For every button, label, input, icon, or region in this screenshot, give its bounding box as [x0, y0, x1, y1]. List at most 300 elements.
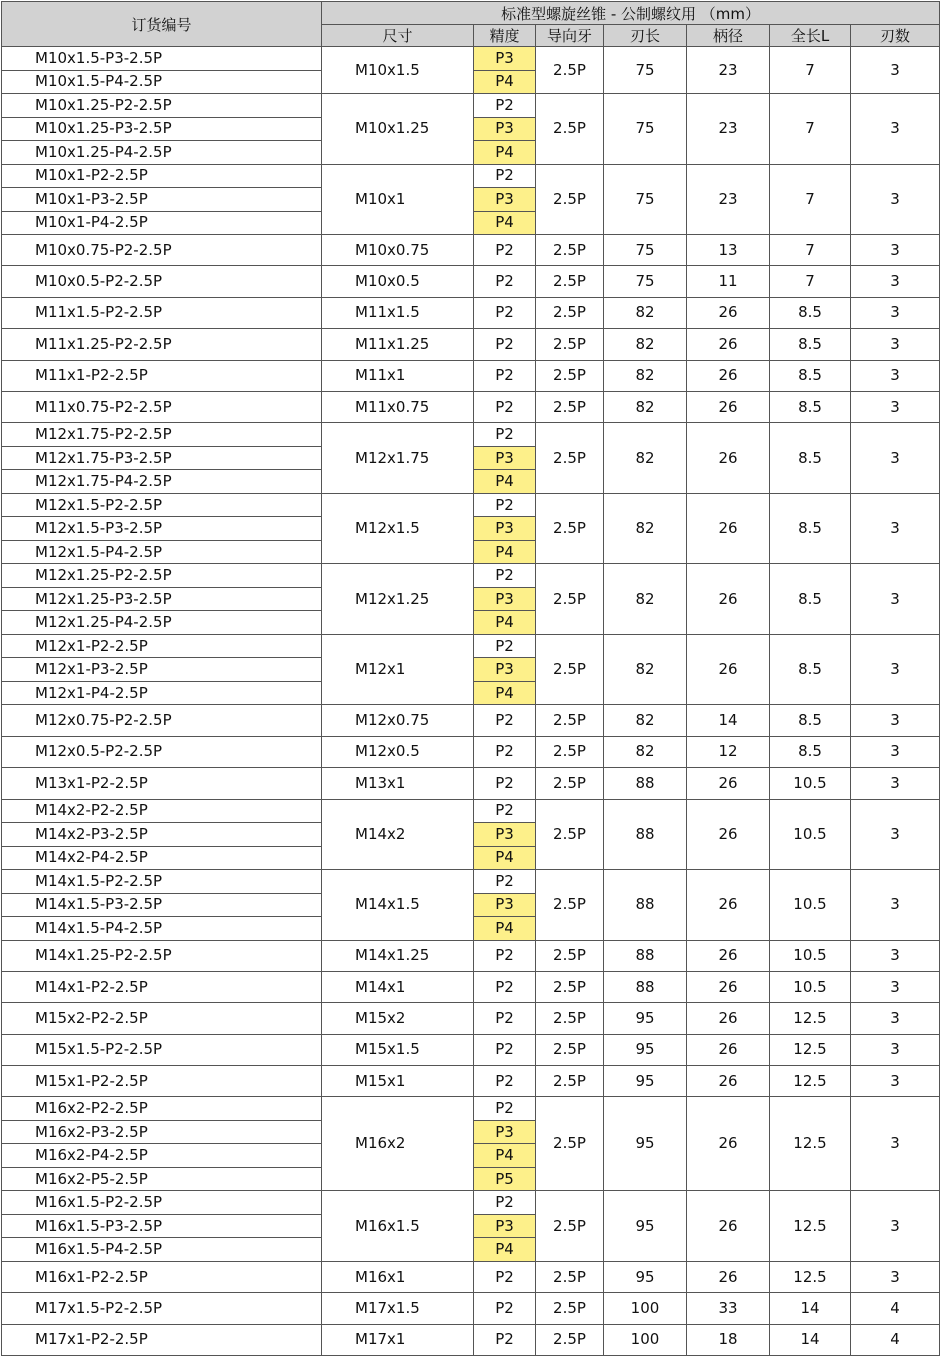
- overall-length-cell: 8.5: [770, 329, 851, 360]
- table-row: [2, 360, 940, 391]
- table-row: [2, 564, 940, 588]
- shank-diameter-cell: 26: [687, 1191, 770, 1262]
- size-cell: M10x1.5: [322, 47, 474, 94]
- precision-cell: P2: [474, 423, 536, 447]
- size-cell: M15x1.5: [322, 1034, 474, 1065]
- precision-cell: P4: [474, 70, 536, 94]
- table-row: [2, 799, 940, 823]
- guide-cell: 2.5P: [536, 1003, 604, 1034]
- order-number-cell: M17x1.5-P2-2.5P: [2, 1293, 322, 1324]
- shank-diameter-cell: 26: [687, 1261, 770, 1292]
- overall-length-cell: 7: [770, 164, 851, 235]
- shank-diameter-header: 柄径: [687, 25, 770, 47]
- flutes-cell: 3: [851, 391, 940, 422]
- guide-cell: 2.5P: [536, 1261, 604, 1292]
- blade-length-cell: 100: [604, 1293, 687, 1324]
- table-row: [2, 1324, 940, 1355]
- size-cell: M12x1: [322, 634, 474, 705]
- overall-length-cell: 8.5: [770, 705, 851, 736]
- table-row: [2, 94, 940, 118]
- precision-cell: P4: [474, 540, 536, 564]
- guide-header: 导向牙: [536, 25, 604, 47]
- blade-length-cell: 82: [604, 391, 687, 422]
- overall-length-cell: 8.5: [770, 564, 851, 635]
- size-cell: M15x2: [322, 1003, 474, 1034]
- shank-diameter-cell: 26: [687, 329, 770, 360]
- precision-cell: P3: [474, 47, 536, 71]
- blade-length-header: 刃长: [604, 25, 687, 47]
- overall-length-cell: 14: [770, 1324, 851, 1355]
- order-no-header: 订货编号: [2, 2, 322, 47]
- order-number-cell: M10x1.5-P4-2.5P: [2, 70, 322, 94]
- blade-length-cell: 88: [604, 768, 687, 799]
- table-row: [2, 768, 940, 799]
- overall-length-cell: 7: [770, 235, 851, 266]
- guide-cell: 2.5P: [536, 423, 604, 494]
- flutes-cell: 3: [851, 634, 940, 705]
- precision-cell: P2: [474, 164, 536, 188]
- precision-cell: P2: [474, 1097, 536, 1121]
- table-row: [2, 1034, 940, 1065]
- precision-cell: P4: [474, 141, 536, 165]
- size-cell: M14x1.5: [322, 870, 474, 941]
- size-cell: M16x1: [322, 1261, 474, 1292]
- overall-length-cell: 8.5: [770, 360, 851, 391]
- blade-length-cell: 95: [604, 1034, 687, 1065]
- order-number-cell: M14x2-P2-2.5P: [2, 799, 322, 823]
- flutes-cell: 3: [851, 493, 940, 564]
- precision-cell: P4: [474, 1144, 536, 1168]
- order-number-cell: M12x1.5-P4-2.5P: [2, 540, 322, 564]
- order-number-cell: M14x1-P2-2.5P: [2, 971, 322, 1002]
- shank-diameter-cell: 26: [687, 493, 770, 564]
- precision-cell: P2: [474, 493, 536, 517]
- shank-diameter-cell: 26: [687, 297, 770, 328]
- overall-length-cell: 8.5: [770, 634, 851, 705]
- overall-length-cell: 14: [770, 1293, 851, 1324]
- precision-cell: P2: [474, 870, 536, 894]
- overall-length-cell: 8.5: [770, 297, 851, 328]
- precision-cell: P4: [474, 846, 536, 870]
- guide-cell: 2.5P: [536, 705, 604, 736]
- guide-cell: 2.5P: [536, 1066, 604, 1097]
- order-number-cell: M13x1-P2-2.5P: [2, 768, 322, 799]
- size-cell: M12x0.5: [322, 736, 474, 767]
- order-number-cell: M12x1.5-P2-2.5P: [2, 493, 322, 517]
- shank-diameter-cell: 26: [687, 1034, 770, 1065]
- blade-length-cell: 75: [604, 266, 687, 297]
- group-title-header: 标准型螺旋丝锥 - 公制螺纹用 （mm）: [322, 2, 940, 25]
- blade-length-cell: 75: [604, 94, 687, 165]
- order-number-cell: M12x0.75-P2-2.5P: [2, 705, 322, 736]
- order-number-cell: M10x0.5-P2-2.5P: [2, 266, 322, 297]
- order-number-cell: M16x1-P2-2.5P: [2, 1261, 322, 1292]
- size-header: 尺寸: [322, 25, 474, 47]
- order-number-cell: M16x1.5-P3-2.5P: [2, 1214, 322, 1238]
- flutes-cell: 3: [851, 940, 940, 971]
- size-cell: M12x1.75: [322, 423, 474, 494]
- flutes-cell: 3: [851, 94, 940, 165]
- order-number-cell: M10x1.25-P4-2.5P: [2, 141, 322, 165]
- size-cell: M14x2: [322, 799, 474, 870]
- precision-cell: P3: [474, 117, 536, 141]
- precision-cell: P4: [474, 611, 536, 635]
- precision-cell: P3: [474, 587, 536, 611]
- precision-cell: P3: [474, 1120, 536, 1144]
- precision-cell: P4: [474, 681, 536, 705]
- precision-cell: P3: [474, 823, 536, 847]
- table-row: [2, 297, 940, 328]
- order-number-cell: M12x1.75-P4-2.5P: [2, 470, 322, 494]
- blade-length-cell: 75: [604, 164, 687, 235]
- overall-length-cell: 10.5: [770, 768, 851, 799]
- order-number-cell: M14x1.5-P2-2.5P: [2, 870, 322, 894]
- guide-cell: 2.5P: [536, 1191, 604, 1262]
- blade-length-cell: 95: [604, 1097, 687, 1191]
- guide-cell: 2.5P: [536, 736, 604, 767]
- table-row: [2, 164, 940, 188]
- order-number-cell: M12x1.5-P3-2.5P: [2, 517, 322, 541]
- precision-cell: P2: [474, 1261, 536, 1292]
- order-number-cell: M14x2-P3-2.5P: [2, 823, 322, 847]
- precision-cell: P3: [474, 893, 536, 917]
- table-row: [2, 1191, 940, 1215]
- table-row: [2, 391, 940, 422]
- overall-length-header: 全长L: [770, 25, 851, 47]
- size-cell: M17x1: [322, 1324, 474, 1355]
- flutes-cell: 3: [851, 1097, 940, 1191]
- overall-length-cell: 10.5: [770, 870, 851, 941]
- table-row: [2, 266, 940, 297]
- size-cell: M15x1: [322, 1066, 474, 1097]
- size-cell: M14x1.25: [322, 940, 474, 971]
- blade-length-cell: 82: [604, 564, 687, 635]
- overall-length-cell: 7: [770, 47, 851, 94]
- blade-length-cell: 75: [604, 47, 687, 94]
- guide-cell: 2.5P: [536, 297, 604, 328]
- blade-length-cell: 82: [604, 297, 687, 328]
- order-number-cell: M14x1.25-P2-2.5P: [2, 940, 322, 971]
- flutes-cell: 3: [851, 423, 940, 494]
- guide-cell: 2.5P: [536, 870, 604, 941]
- precision-cell: P5: [474, 1167, 536, 1191]
- order-number-cell: M10x1.25-P2-2.5P: [2, 94, 322, 118]
- shank-diameter-cell: 33: [687, 1293, 770, 1324]
- table-row: [2, 634, 940, 658]
- order-number-cell: M12x1.75-P3-2.5P: [2, 446, 322, 470]
- precision-cell: P3: [474, 658, 536, 682]
- blade-length-cell: 95: [604, 1066, 687, 1097]
- guide-cell: 2.5P: [536, 94, 604, 165]
- table-row: [2, 493, 940, 517]
- table-header: [2, 2, 940, 47]
- size-cell: M12x1.25: [322, 564, 474, 635]
- overall-length-cell: 10.5: [770, 940, 851, 971]
- guide-cell: 2.5P: [536, 47, 604, 94]
- flutes-cell: 3: [851, 736, 940, 767]
- precision-cell: P4: [474, 470, 536, 494]
- table-body: [2, 47, 940, 1356]
- blade-length-cell: 95: [604, 1261, 687, 1292]
- guide-cell: 2.5P: [536, 1324, 604, 1355]
- precision-cell: P2: [474, 360, 536, 391]
- precision-cell: P2: [474, 235, 536, 266]
- order-number-cell: M16x1.5-P2-2.5P: [2, 1191, 322, 1215]
- order-number-cell: M11x1-P2-2.5P: [2, 360, 322, 391]
- blade-length-cell: 88: [604, 799, 687, 870]
- order-number-cell: M14x1.5-P4-2.5P: [2, 917, 322, 941]
- blade-length-cell: 95: [604, 1003, 687, 1034]
- precision-cell: P2: [474, 799, 536, 823]
- flutes-cell: 3: [851, 266, 940, 297]
- shank-diameter-cell: 26: [687, 423, 770, 494]
- blade-length-cell: 82: [604, 360, 687, 391]
- precision-cell: P2: [474, 1191, 536, 1215]
- precision-cell: P2: [474, 94, 536, 118]
- overall-length-cell: 12.5: [770, 1191, 851, 1262]
- shank-diameter-cell: 26: [687, 1097, 770, 1191]
- size-cell: M10x0.5: [322, 266, 474, 297]
- blade-length-cell: 88: [604, 870, 687, 941]
- guide-cell: 2.5P: [536, 1293, 604, 1324]
- size-cell: M10x1: [322, 164, 474, 235]
- table-row: [2, 329, 940, 360]
- blade-length-cell: 95: [604, 1191, 687, 1262]
- overall-length-cell: 8.5: [770, 736, 851, 767]
- guide-cell: 2.5P: [536, 799, 604, 870]
- order-number-cell: M16x2-P4-2.5P: [2, 1144, 322, 1168]
- order-number-cell: M15x2-P2-2.5P: [2, 1003, 322, 1034]
- guide-cell: 2.5P: [536, 164, 604, 235]
- guide-cell: 2.5P: [536, 266, 604, 297]
- order-number-cell: M10x1-P3-2.5P: [2, 188, 322, 212]
- flutes-header: 刃数: [851, 25, 940, 47]
- blade-length-cell: 82: [604, 329, 687, 360]
- flutes-cell: 4: [851, 1324, 940, 1355]
- precision-cell: P3: [474, 1214, 536, 1238]
- order-number-cell: M10x1-P4-2.5P: [2, 211, 322, 235]
- guide-cell: 2.5P: [536, 634, 604, 705]
- size-cell: M11x1: [322, 360, 474, 391]
- order-number-cell: M17x1-P2-2.5P: [2, 1324, 322, 1355]
- precision-cell: P2: [474, 768, 536, 799]
- order-number-cell: M10x1.25-P3-2.5P: [2, 117, 322, 141]
- size-cell: M12x0.75: [322, 705, 474, 736]
- order-number-cell: M12x1-P4-2.5P: [2, 681, 322, 705]
- order-number-cell: M11x1.5-P2-2.5P: [2, 297, 322, 328]
- order-number-cell: M14x1.5-P3-2.5P: [2, 893, 322, 917]
- shank-diameter-cell: 26: [687, 360, 770, 391]
- shank-diameter-cell: 26: [687, 391, 770, 422]
- order-number-cell: M16x2-P2-2.5P: [2, 1097, 322, 1121]
- shank-diameter-cell: 26: [687, 634, 770, 705]
- order-number-cell: M10x1-P2-2.5P: [2, 164, 322, 188]
- guide-cell: 2.5P: [536, 235, 604, 266]
- guide-cell: 2.5P: [536, 391, 604, 422]
- flutes-cell: 3: [851, 1034, 940, 1065]
- precision-cell: P4: [474, 917, 536, 941]
- precision-cell: P2: [474, 1293, 536, 1324]
- order-number-cell: M16x2-P5-2.5P: [2, 1167, 322, 1191]
- precision-cell: P2: [474, 736, 536, 767]
- shank-diameter-cell: 23: [687, 94, 770, 165]
- order-number-cell: M15x1.5-P2-2.5P: [2, 1034, 322, 1065]
- order-number-cell: M11x0.75-P2-2.5P: [2, 391, 322, 422]
- size-cell: M14x1: [322, 971, 474, 1002]
- overall-length-cell: 12.5: [770, 1066, 851, 1097]
- flutes-cell: 3: [851, 329, 940, 360]
- guide-cell: 2.5P: [536, 564, 604, 635]
- flutes-cell: 3: [851, 799, 940, 870]
- table-row: [2, 1003, 940, 1034]
- blade-length-cell: 82: [604, 423, 687, 494]
- shank-diameter-cell: 26: [687, 799, 770, 870]
- table-row: [2, 705, 940, 736]
- precision-cell: P2: [474, 297, 536, 328]
- flutes-cell: 3: [851, 360, 940, 391]
- table-row: [2, 1293, 940, 1324]
- flutes-cell: 3: [851, 705, 940, 736]
- precision-cell: P2: [474, 1034, 536, 1065]
- order-number-cell: M16x2-P3-2.5P: [2, 1120, 322, 1144]
- flutes-cell: 3: [851, 1066, 940, 1097]
- table-row: [2, 870, 940, 894]
- order-number-cell: M12x1-P2-2.5P: [2, 634, 322, 658]
- table-row: [2, 423, 940, 447]
- guide-cell: 2.5P: [536, 1034, 604, 1065]
- order-number-cell: M12x1.25-P2-2.5P: [2, 564, 322, 588]
- overall-length-cell: 12.5: [770, 1003, 851, 1034]
- size-cell: M16x1.5: [322, 1191, 474, 1262]
- blade-length-cell: 82: [604, 634, 687, 705]
- blade-length-cell: 88: [604, 971, 687, 1002]
- shank-diameter-cell: 13: [687, 235, 770, 266]
- precision-cell: P2: [474, 940, 536, 971]
- order-number-cell: M12x1-P3-2.5P: [2, 658, 322, 682]
- precision-cell: P3: [474, 517, 536, 541]
- precision-cell: P2: [474, 564, 536, 588]
- guide-cell: 2.5P: [536, 329, 604, 360]
- precision-cell: P2: [474, 705, 536, 736]
- overall-length-cell: 8.5: [770, 423, 851, 494]
- size-cell: M16x2: [322, 1097, 474, 1191]
- shank-diameter-cell: 23: [687, 164, 770, 235]
- flutes-cell: 3: [851, 235, 940, 266]
- overall-length-cell: 12.5: [770, 1261, 851, 1292]
- shank-diameter-cell: 26: [687, 971, 770, 1002]
- shank-diameter-cell: 23: [687, 47, 770, 94]
- order-number-cell: M10x0.75-P2-2.5P: [2, 235, 322, 266]
- order-number-cell: M16x1.5-P4-2.5P: [2, 1238, 322, 1262]
- precision-cell: P4: [474, 211, 536, 235]
- precision-cell: P3: [474, 188, 536, 212]
- size-cell: M13x1: [322, 768, 474, 799]
- precision-cell: P2: [474, 634, 536, 658]
- shank-diameter-cell: 11: [687, 266, 770, 297]
- overall-length-cell: 12.5: [770, 1097, 851, 1191]
- flutes-cell: 3: [851, 971, 940, 1002]
- order-number-cell: M10x1.5-P3-2.5P: [2, 47, 322, 71]
- flutes-cell: 3: [851, 1003, 940, 1034]
- table-row: [2, 940, 940, 971]
- overall-length-cell: 12.5: [770, 1034, 851, 1065]
- shank-diameter-cell: 26: [687, 564, 770, 635]
- precision-cell: P2: [474, 1066, 536, 1097]
- flutes-cell: 3: [851, 870, 940, 941]
- shank-diameter-cell: 26: [687, 940, 770, 971]
- overall-length-cell: 7: [770, 94, 851, 165]
- precision-cell: P2: [474, 1324, 536, 1355]
- shank-diameter-cell: 26: [687, 1003, 770, 1034]
- size-cell: M10x1.25: [322, 94, 474, 165]
- flutes-cell: 3: [851, 164, 940, 235]
- blade-length-cell: 82: [604, 493, 687, 564]
- precision-cell: P2: [474, 391, 536, 422]
- overall-length-cell: 10.5: [770, 799, 851, 870]
- precision-cell: P2: [474, 971, 536, 1002]
- overall-length-cell: 8.5: [770, 493, 851, 564]
- guide-cell: 2.5P: [536, 1097, 604, 1191]
- flutes-cell: 3: [851, 1261, 940, 1292]
- blade-length-cell: 88: [604, 940, 687, 971]
- overall-length-cell: 8.5: [770, 391, 851, 422]
- flutes-cell: 3: [851, 768, 940, 799]
- size-cell: M11x1.5: [322, 297, 474, 328]
- guide-cell: 2.5P: [536, 940, 604, 971]
- spec-table: [1, 1, 940, 1356]
- guide-cell: 2.5P: [536, 768, 604, 799]
- guide-cell: 2.5P: [536, 493, 604, 564]
- shank-diameter-cell: 26: [687, 768, 770, 799]
- size-cell: M11x1.25: [322, 329, 474, 360]
- precision-cell: P3: [474, 446, 536, 470]
- shank-diameter-cell: 18: [687, 1324, 770, 1355]
- blade-length-cell: 82: [604, 705, 687, 736]
- precision-header: 精度: [474, 25, 536, 47]
- precision-cell: P2: [474, 266, 536, 297]
- flutes-cell: 3: [851, 1191, 940, 1262]
- shank-diameter-cell: 26: [687, 870, 770, 941]
- table-row: [2, 235, 940, 266]
- guide-cell: 2.5P: [536, 360, 604, 391]
- order-number-cell: M12x0.5-P2-2.5P: [2, 736, 322, 767]
- table-row: [2, 736, 940, 767]
- flutes-cell: 3: [851, 47, 940, 94]
- order-number-cell: M11x1.25-P2-2.5P: [2, 329, 322, 360]
- flutes-cell: 3: [851, 564, 940, 635]
- size-cell: M17x1.5: [322, 1293, 474, 1324]
- order-number-cell: M12x1.25-P3-2.5P: [2, 587, 322, 611]
- overall-length-cell: 10.5: [770, 971, 851, 1002]
- precision-cell: P4: [474, 1238, 536, 1262]
- table-row: [2, 1261, 940, 1292]
- flutes-cell: 3: [851, 297, 940, 328]
- precision-cell: P2: [474, 1003, 536, 1034]
- order-number-cell: M12x1.75-P2-2.5P: [2, 423, 322, 447]
- size-cell: M10x0.75: [322, 235, 474, 266]
- table-row: [2, 971, 940, 1002]
- order-number-cell: M12x1.25-P4-2.5P: [2, 611, 322, 635]
- size-cell: M12x1.5: [322, 493, 474, 564]
- precision-cell: P2: [474, 329, 536, 360]
- overall-length-cell: 7: [770, 266, 851, 297]
- table-row: [2, 1097, 940, 1121]
- shank-diameter-cell: 12: [687, 736, 770, 767]
- blade-length-cell: 75: [604, 235, 687, 266]
- guide-cell: 2.5P: [536, 971, 604, 1002]
- shank-diameter-cell: 14: [687, 705, 770, 736]
- shank-diameter-cell: 26: [687, 1066, 770, 1097]
